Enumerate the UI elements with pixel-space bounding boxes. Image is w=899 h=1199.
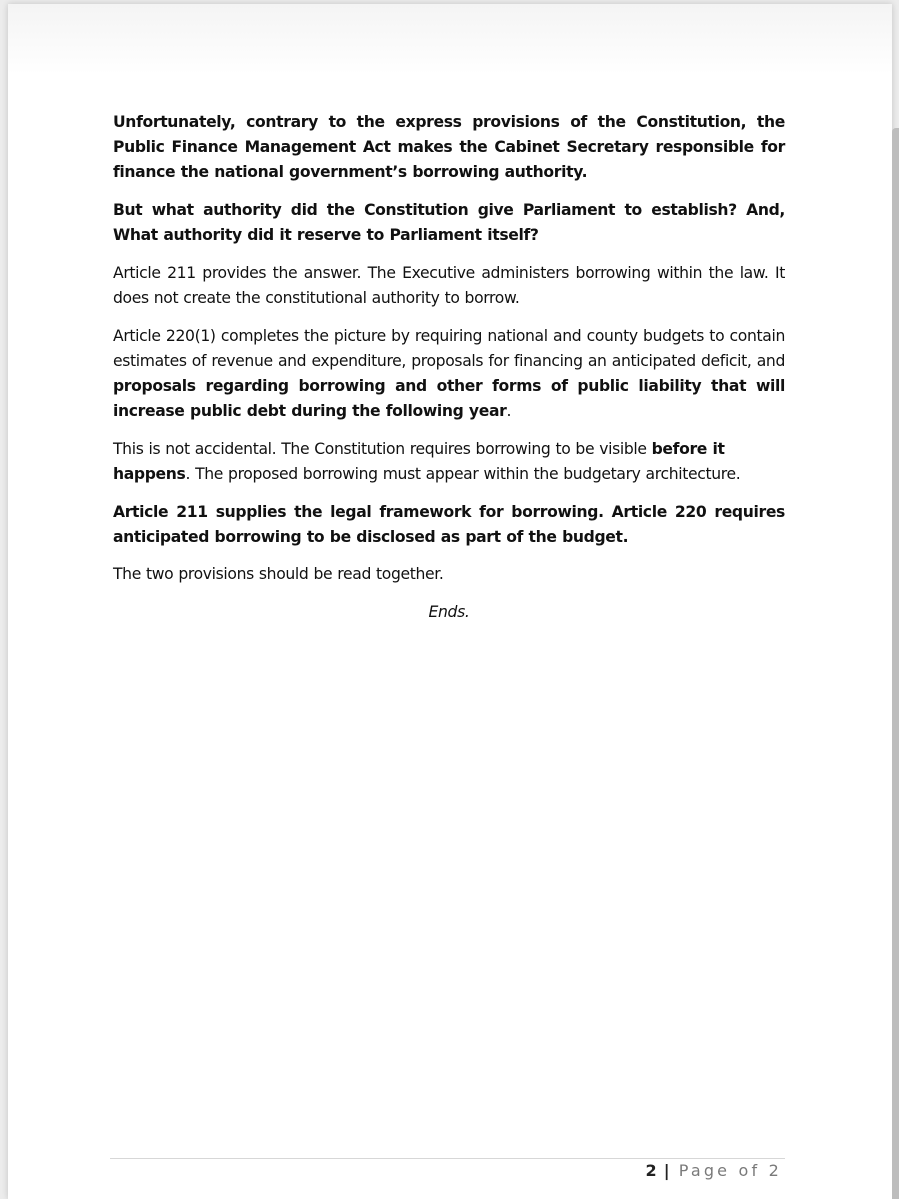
- closing-ends: Ends.: [428, 602, 470, 621]
- page-header-shade: [8, 4, 892, 74]
- paragraph-article-220-text: Article 220(1) completes the picture by requiring national and county budgets to contain estimates of revenue and expenditure, proposals for financing an anticipated deficit, and: [113, 326, 785, 370]
- document-page: [8, 4, 892, 1199]
- page-of-label: Page of 2: [678, 1161, 782, 1180]
- paragraph-article-211: Article 211 provides the answer. The Executive administers borrowing within the law. It does not create the constitutional authority to borrow.: [113, 263, 785, 307]
- paragraph-not-accidental-tail: . The proposed borrowing must appear within the budgetary architecture.: [185, 465, 741, 483]
- footer-divider: [110, 1158, 785, 1159]
- paragraph-article-220-tail: .: [506, 402, 512, 421]
- vertical-scrollbar[interactable]: [892, 128, 899, 1199]
- paragraph-read-together: The two provisions should be read together.: [113, 565, 444, 584]
- paragraph-not-accidental: [113, 437, 785, 487]
- paragraph-not-accidental-bold: before it happens: [113, 439, 725, 483]
- page-number: 2: [645, 1161, 657, 1180]
- page-footer: [646, 1161, 782, 1180]
- paragraph-pfma-borrowing: Unfortunately, contrary to the express provisions of the Constitution, the Public Finance Management Act makes the Cabinet Secretary responsible for finance the national government’s borrowing authority.: [113, 113, 785, 182]
- paragraph-question-authority: But what authority did the Constitution give Parliament to establish? And, What authority did it reserve to Parliament itself?: [113, 201, 785, 245]
- document-body: [113, 110, 785, 638]
- paragraph-article-220: [113, 324, 785, 425]
- paragraph-article-220-bold: proposals regarding borrowing and other forms of public liability that will increase public debt during the following year: [113, 377, 785, 421]
- footer-separator: |: [663, 1161, 670, 1180]
- paragraph-not-accidental-text: This is not accidental. The Constitution requires borrowing to be visible: [113, 439, 652, 458]
- paragraph-legal-framework: Article 211 supplies the legal framework for borrowing. Article 220 requires anticipated borrowing to be disclosed as part of the budget.: [113, 502, 785, 546]
